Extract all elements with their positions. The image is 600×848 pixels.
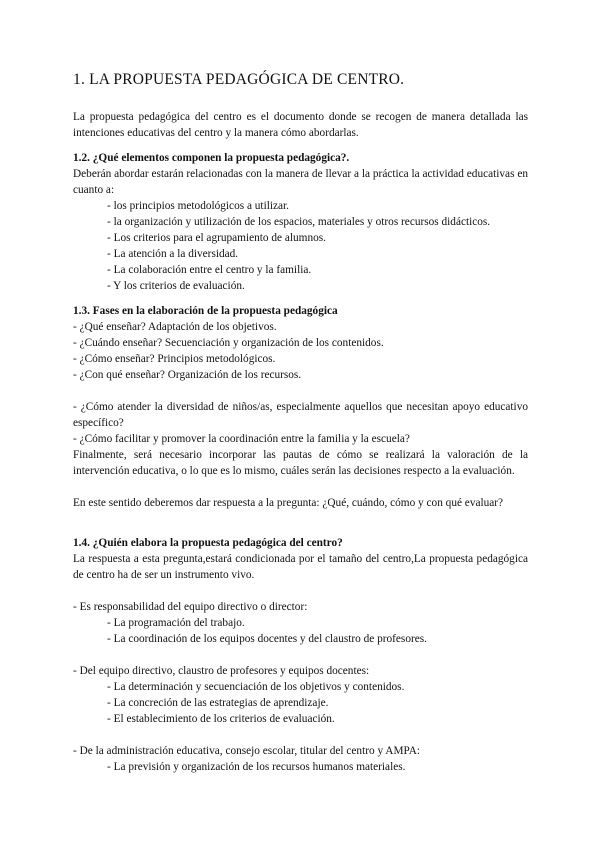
list-item: - ¿Cómo enseñar? Principios metodológicos. — [73, 353, 276, 365]
section-1-3-heading: 1.3. Fases en la elaboración de la propuesta pedagógica — [73, 305, 338, 317]
list-item: - La previsión y organización de los recursos humanos materiales. — [107, 761, 406, 773]
evaluation-question: En este sentido deberemos dar respuesta a la pregunta: ¿Qué, cuándo, cómo y con qué evaluar? — [73, 497, 504, 509]
list-item: - ¿Cuándo enseñar? Secuenciación y organización de los contenidos. — [73, 337, 384, 349]
responsibility-lead: - Del equipo directivo, claustro de profesores y equipos docentes: — [73, 665, 370, 677]
coordination-question: - ¿Cómo facilitar y promover la coordinación entre la familia y la escuela? — [73, 433, 410, 445]
page-title: 1. LA PROPUESTA PEDAGÓGICA DE CENTRO. — [73, 71, 405, 88]
evaluation-paragraph: Finalmente, será necesario incorporar las pautas de cómo se realizará la valoración de la intervención educativa, o lo que es lo mismo, cuáles serán las decisiones respecto a la evaluación. — [73, 449, 528, 477]
section-1-4-text: La respuesta a esta pregunta,estará condicionada por el tamaño del centro,La propuesta pedagógica de centro ha de ser un instrumento vivo. — [73, 553, 528, 581]
list-item: - La concreción de las estrategias de aprendizaje. — [107, 697, 329, 709]
intro-paragraph: La propuesta pedagógica del centro es el documento donde se recogen de manera detallada las intenciones educativas del centro y la manera cómo abordarlas. — [73, 111, 528, 139]
list-item: - La determinación y secuenciación de los objetivos y contenidos. — [107, 681, 405, 693]
list-item: - ¿Qué enseñar? Adaptación de los objetivos. — [73, 321, 277, 333]
diversity-question: - ¿Cómo atender la diversidad de niños/as, especialmente aquellos que necesitan apoyo educativo específico? — [73, 401, 528, 429]
list-item: - La coordinación de los equipos docentes y del claustro de profesores. — [107, 633, 427, 645]
list-item: - la organización y utilización de los espacios, materiales y otros recursos didácticos. — [107, 216, 491, 228]
section-1-4-heading: 1.4. ¿Quién elabora la propuesta pedagógica del centro? — [73, 537, 343, 549]
section-1-2-text: Deberán abordar estarán relacionadas con la manera de llevar a la práctica la actividad educativas en cuanto a: — [73, 168, 528, 196]
list-item: - Y los criterios de evaluación. — [107, 280, 245, 292]
list-item: - La colaboración entre el centro y la familia. — [107, 264, 312, 276]
responsibility-lead: - Es responsabilidad del equipo directivo o director: — [73, 601, 308, 613]
list-item: - los principios metodológicos a utilizar. — [107, 200, 289, 212]
list-item: - La programación del trabajo. — [107, 617, 245, 629]
list-item: - ¿Con qué enseñar? Organización de los recursos. — [73, 369, 302, 381]
section-1-2-heading: 1.2. ¿Qué elementos componen la propuesta pedagógica?. — [73, 152, 350, 164]
responsibility-lead: - De la administración educativa, consejo escolar, titular del centro y AMPA: — [73, 745, 421, 757]
list-item: - La atención a la diversidad. — [107, 248, 239, 260]
list-item: - Los criterios para el agrupamiento de alumnos. — [107, 232, 326, 244]
list-item: - El establecimiento de los criterios de evaluación. — [107, 713, 335, 725]
